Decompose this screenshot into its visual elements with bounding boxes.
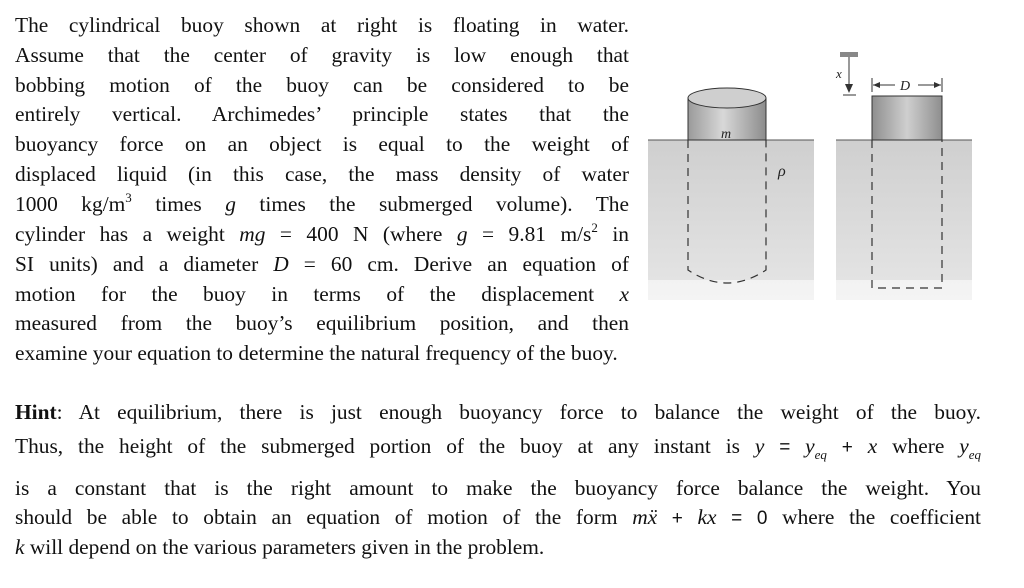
text-seg: where xyxy=(877,434,960,458)
superscript-2: 2 xyxy=(591,220,598,235)
problem-line-1: The cylindrical buoy shown at right is floating in water. xyxy=(15,13,629,37)
text-seg: : At equilibrium, there is just enough buoyancy force to balance the weight of the buoy. xyxy=(56,400,981,424)
var-y: y xyxy=(805,434,815,458)
text-seg: should be able to obtain an equation of motion of the form xyxy=(15,505,633,529)
problem-line-2: Assume that the center of gravity is low enough that xyxy=(15,43,629,67)
equals-zero: = 0 xyxy=(716,508,768,529)
problem-line-4: entirely vertical. Archimedes’ principle states that the xyxy=(15,102,629,126)
text-seg: = 400 N (where xyxy=(265,222,457,246)
plus: + xyxy=(657,508,698,529)
text-seg: SI units) and a diameter xyxy=(15,252,274,276)
mass-label: m xyxy=(721,127,732,142)
problem-line-3: bobbing motion of the buoy can be considered to be xyxy=(15,73,629,97)
text-seg: motion for the buoy in terms of the displacement xyxy=(15,282,620,306)
var-g: g xyxy=(225,192,236,216)
var-g: g xyxy=(456,222,468,246)
problem-line-11: measured from the buoy’s equilibrium position, and then xyxy=(15,311,629,335)
text-seg: where the coefficient xyxy=(767,505,981,529)
water-left xyxy=(648,140,814,300)
water-fade xyxy=(836,280,972,310)
hint-line-3: is a constant that is the right amount to make the buoyancy force balance the weight. You xyxy=(15,476,981,500)
text-seg: times xyxy=(131,192,226,216)
var-x: x xyxy=(867,434,878,458)
text-seg: times the submerged volume). The xyxy=(235,192,629,216)
text-seg: Thus, the height of the submerged portion of the buoy at any instant is xyxy=(15,434,755,458)
displacement-indicator xyxy=(835,52,858,95)
var-y: y xyxy=(754,434,765,458)
text-seg: in xyxy=(597,222,629,246)
var-y: y xyxy=(959,434,969,458)
water-right xyxy=(836,140,972,300)
superscript-3: 3 xyxy=(125,190,132,205)
density-value: 1000 kg/m xyxy=(15,192,126,216)
plus: + xyxy=(826,437,868,458)
var-x: x xyxy=(619,282,629,306)
equals: = xyxy=(764,437,806,458)
var-mg: mg xyxy=(239,222,266,246)
var-m: m xyxy=(632,505,648,529)
diameter-label: D xyxy=(900,79,911,94)
subscript-eq: eq xyxy=(968,447,982,462)
displacement-label: x xyxy=(836,66,842,81)
var-x-ddot: ẍ xyxy=(647,505,658,529)
var-D: D xyxy=(273,252,289,276)
var-x: x xyxy=(707,505,717,529)
hint-label: Hint xyxy=(15,400,57,424)
text-seg: = 60 cm. Derive an equation of xyxy=(288,252,629,276)
subscript-eq: eq xyxy=(814,447,827,462)
text-seg: = 9.81 m/s xyxy=(467,222,592,246)
problem-line-6: displaced liquid (in this case, the mass density of water xyxy=(15,162,629,186)
buoy-side-view xyxy=(872,96,942,140)
water-fade xyxy=(648,280,814,310)
text-seg: will depend on the various parameters given in the problem. xyxy=(24,535,545,559)
diameter-indicator xyxy=(872,78,942,94)
problem-line-5: buoyancy force on an object is equal to the weight of xyxy=(15,132,629,156)
density-label: ρ xyxy=(778,163,786,180)
problem-line-12: examine your equation to determine the natural frequency of the buoy. xyxy=(15,341,618,365)
var-k: k xyxy=(697,505,707,529)
text-seg: cylinder has a weight xyxy=(15,222,240,246)
var-k: k xyxy=(15,535,25,559)
